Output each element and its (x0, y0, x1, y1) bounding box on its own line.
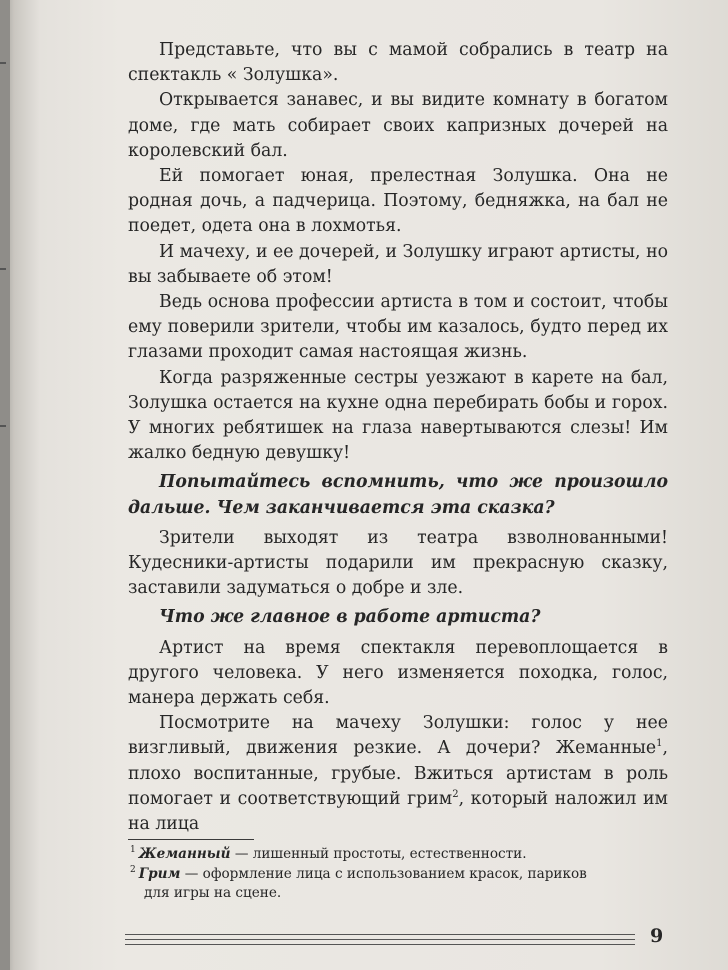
footnote-term: Жеманный (138, 846, 231, 862)
page-number: 9 (650, 925, 664, 947)
main-text (128, 38, 668, 837)
paragraph: Когда разряженные сестры уезжают в карете на бал, Золушка остается на кухне одна перебирать бобы и горох. У многих ребятишек на глаза навертываются слезы! Им жалко бедную девушку! (128, 367, 668, 464)
paragraph: И мачеху, и ее дочерей, и Золушку играют артисты, но вы забываете об этом! (128, 241, 668, 287)
paragraph: Ведь основа профессии артиста в том и состоит, чтобы ему поверили зрители, чтобы им казалось, будто перед их глазами проходит самая настоящая жизнь. (128, 292, 668, 363)
edge-mark (0, 268, 6, 270)
footnote-continuation: для игры на сцене. (144, 885, 282, 901)
paragraph-text: Посмотрите на мачеху Золушки: голос у нее визгливый, движения резкие. А дочери? Жеманные (128, 713, 668, 759)
footnote-number: 2 (130, 864, 136, 875)
footnote-ref: 1 (656, 738, 663, 750)
paragraph: Зрители выходят из театра взволнованными! Кудесники-артисты подарили им прекрасную сказку, заставили задуматься о добре и зле. (128, 527, 668, 599)
paragraph: Ей помогает юная, прелестная Золушка. Она не родная дочь, а падчерица. Поэтому, бедняжка, на бал не поедет, одета она в лохмотья. (128, 166, 668, 237)
footnote-definition: — оформление лица с использованием красок, париков (180, 865, 587, 882)
footnote (130, 845, 670, 865)
footnote-divider (128, 839, 254, 840)
edge-mark (0, 62, 6, 64)
footnote-term: Грим (138, 865, 181, 882)
footnote-ref: 2 (452, 789, 459, 801)
footnotes (130, 845, 670, 904)
footnote (130, 865, 670, 885)
question-heading: Что же главное в работе артиста? (159, 607, 541, 628)
paragraph: Артист на время спектакля перевоплощается в другого человека. У него изменяется походка, голос, манера держать себя. (128, 637, 668, 709)
paragraph: Открывается занавес, и вы видите комнату в богатом доме, где мать собирает своих капризных дочерей на королевский бал. (128, 90, 668, 161)
paragraph-with-footnotes (128, 711, 668, 837)
footnote-definition: — лишенный простоты, естественности. (230, 846, 527, 862)
question-heading: Попытайтесь вспомнить, что же произошло дальше. Чем заканчивается эта сказка? (128, 472, 668, 518)
paragraph-text: , плохо воспитанные, грубые. Вжиться артистам в роль помогает и соответствующий грим (128, 738, 668, 809)
footnote-number: 1 (130, 845, 136, 856)
paragraph-text: , который наложил им на лица (128, 788, 668, 835)
book-gutter-shadow (0, 0, 10, 970)
decorative-rule (125, 939, 635, 940)
edge-mark (0, 425, 6, 427)
paragraph: Представьте, что вы с мамой собрались в театр на спектакль « Золушка». (128, 40, 668, 86)
decorative-rule (125, 944, 635, 945)
decorative-rule (125, 934, 635, 935)
